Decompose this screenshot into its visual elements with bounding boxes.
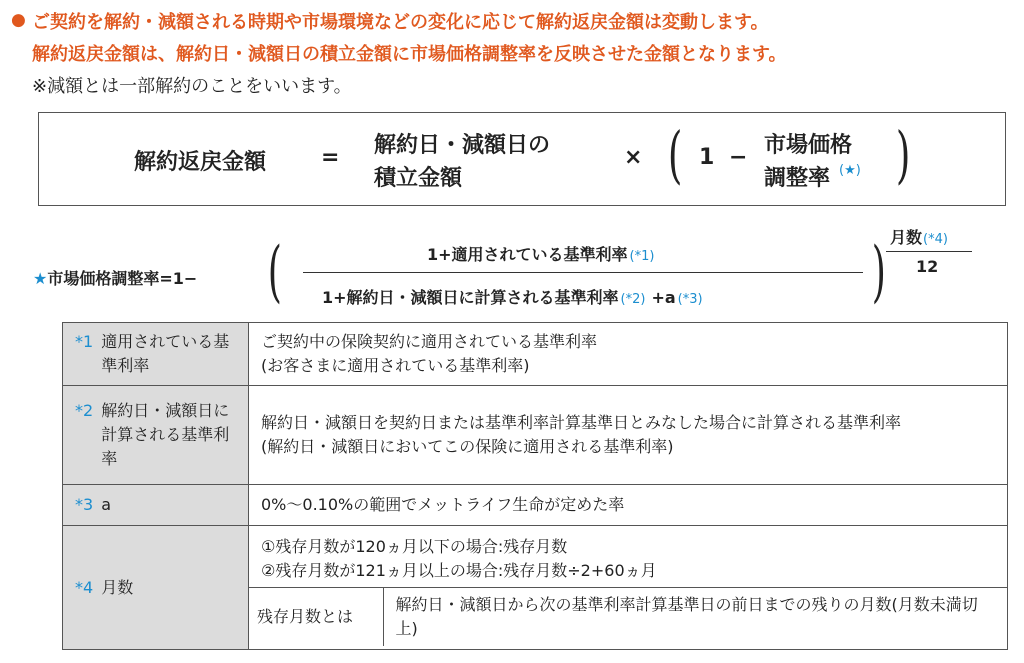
def-4-line-2: ②残存月数が121ヵ月以上の場合:残存月数÷2+60ヵ月 — [261, 561, 657, 580]
table-row — [63, 485, 1008, 526]
table-row — [63, 323, 1008, 386]
def-2-line-2: (解約日・減額日においてこの保険に適用される基準利率) — [261, 437, 674, 456]
rate-label: 市場価格調整率=1− — [47, 269, 198, 288]
def-2-mark: *2 — [75, 401, 94, 420]
intro-note: ※減額とは一部解約のことをいいます。 — [32, 76, 352, 97]
formula-times: × — [624, 145, 643, 170]
def-3-line-1: 0%〜0.10%の範囲でメットライフ生命が定めた率 — [261, 495, 625, 514]
rate-exp-denominator: 12 — [916, 257, 939, 276]
formula-minus: − — [729, 145, 748, 170]
formula-one: 1 — [699, 145, 715, 170]
rate-label-group — [33, 266, 197, 289]
formula-star-ref: (★) — [839, 163, 861, 178]
formula-term2-line2: 調整率 — [764, 166, 831, 191]
def-1-term: 適用されている基準利率 — [101, 332, 230, 375]
rate-denominator-plus-a: +a — [651, 288, 676, 307]
rate-close-paren: ) — [871, 233, 886, 310]
rate-exp-label: 月数 — [890, 228, 923, 247]
rate-exp-fraction-line — [886, 251, 972, 252]
def-2-term: 解約日・減額日に計算される基準利率 — [101, 401, 230, 468]
rate-exponent-group — [890, 225, 948, 248]
def-4-sub-desc: 解約日・減額日から次の基準利率計算基準日の前日までの残りの月数(月数未満切上) — [383, 588, 1007, 647]
intro-line-1: ご契約を解約・減額される時期や市場環境などの変化に応じて解約返戻金額は変動します。 — [32, 12, 769, 33]
def-1-line-2: (お客さまに適用されている基準利率) — [261, 356, 530, 375]
formula-box — [38, 112, 1006, 206]
rate-exp-ref: (*4) — [923, 232, 948, 247]
def-4-mark: *4 — [75, 577, 94, 597]
def-4-line-1: ①残存月数が120ヵ月以下の場合:残存月数 — [261, 537, 568, 556]
star-icon: ★ — [33, 269, 48, 288]
def-4-sub-term: 残存月数とは — [249, 588, 383, 647]
bullet-icon: ● — [11, 10, 26, 30]
def-4-term: 月数 — [101, 577, 134, 597]
def-3-body — [249, 485, 1008, 526]
formula-term1-line2: 積立金額 — [374, 166, 463, 191]
intro-line-2: 解約返戻金額は、解約日・減額日の積立金額に市場価格調整率を反映させた金額となります。 — [32, 44, 787, 65]
rate-denominator-group — [322, 285, 703, 308]
formula-lhs: 解約返戻金額 — [134, 150, 267, 175]
def-3-head — [63, 485, 249, 526]
formula-close-paren: ) — [895, 118, 911, 191]
definitions-table — [62, 322, 1008, 650]
def-2-line-1: 解約日・減額日を契約日または基準利率計算基準日とみなした場合に計算される基準利率 — [261, 413, 902, 432]
def-1-mark: *1 — [75, 332, 94, 351]
rate-open-paren: ( — [267, 233, 282, 310]
table-row — [63, 526, 1008, 650]
formula-term1-line1: 解約日・減額日の — [374, 133, 551, 158]
def-4-head — [63, 526, 249, 650]
table-row — [63, 386, 1008, 485]
def-1-body — [249, 323, 1008, 386]
def-1-head — [63, 323, 249, 386]
formula-term2-line1: 市場価格 — [764, 133, 853, 158]
def-4-subtable — [249, 587, 1007, 646]
rate-denominator: 1+解約日・減額日に計算される基準利率 — [322, 288, 619, 307]
rate-denominator-ref2: (*3) — [677, 292, 703, 307]
rate-fraction-line — [303, 272, 863, 273]
def-4-body — [249, 526, 1008, 650]
rate-denominator-ref1: (*2) — [620, 292, 646, 307]
def-2-head — [63, 386, 249, 485]
table-row — [249, 588, 1007, 647]
formula-open-paren: ( — [667, 118, 683, 191]
rate-numerator-group — [427, 242, 654, 265]
def-2-body — [249, 386, 1008, 485]
def-3-mark: *3 — [75, 495, 94, 514]
rate-numerator-ref: (*1) — [629, 249, 655, 264]
rate-numerator: 1+適用されている基準利率 — [427, 245, 628, 264]
formula-equals: = — [321, 145, 340, 170]
def-1-line-1: ご契約中の保険契約に適用されている基準利率 — [261, 332, 598, 351]
def-4-lines — [249, 529, 1007, 587]
def-3-term: a — [101, 495, 111, 514]
